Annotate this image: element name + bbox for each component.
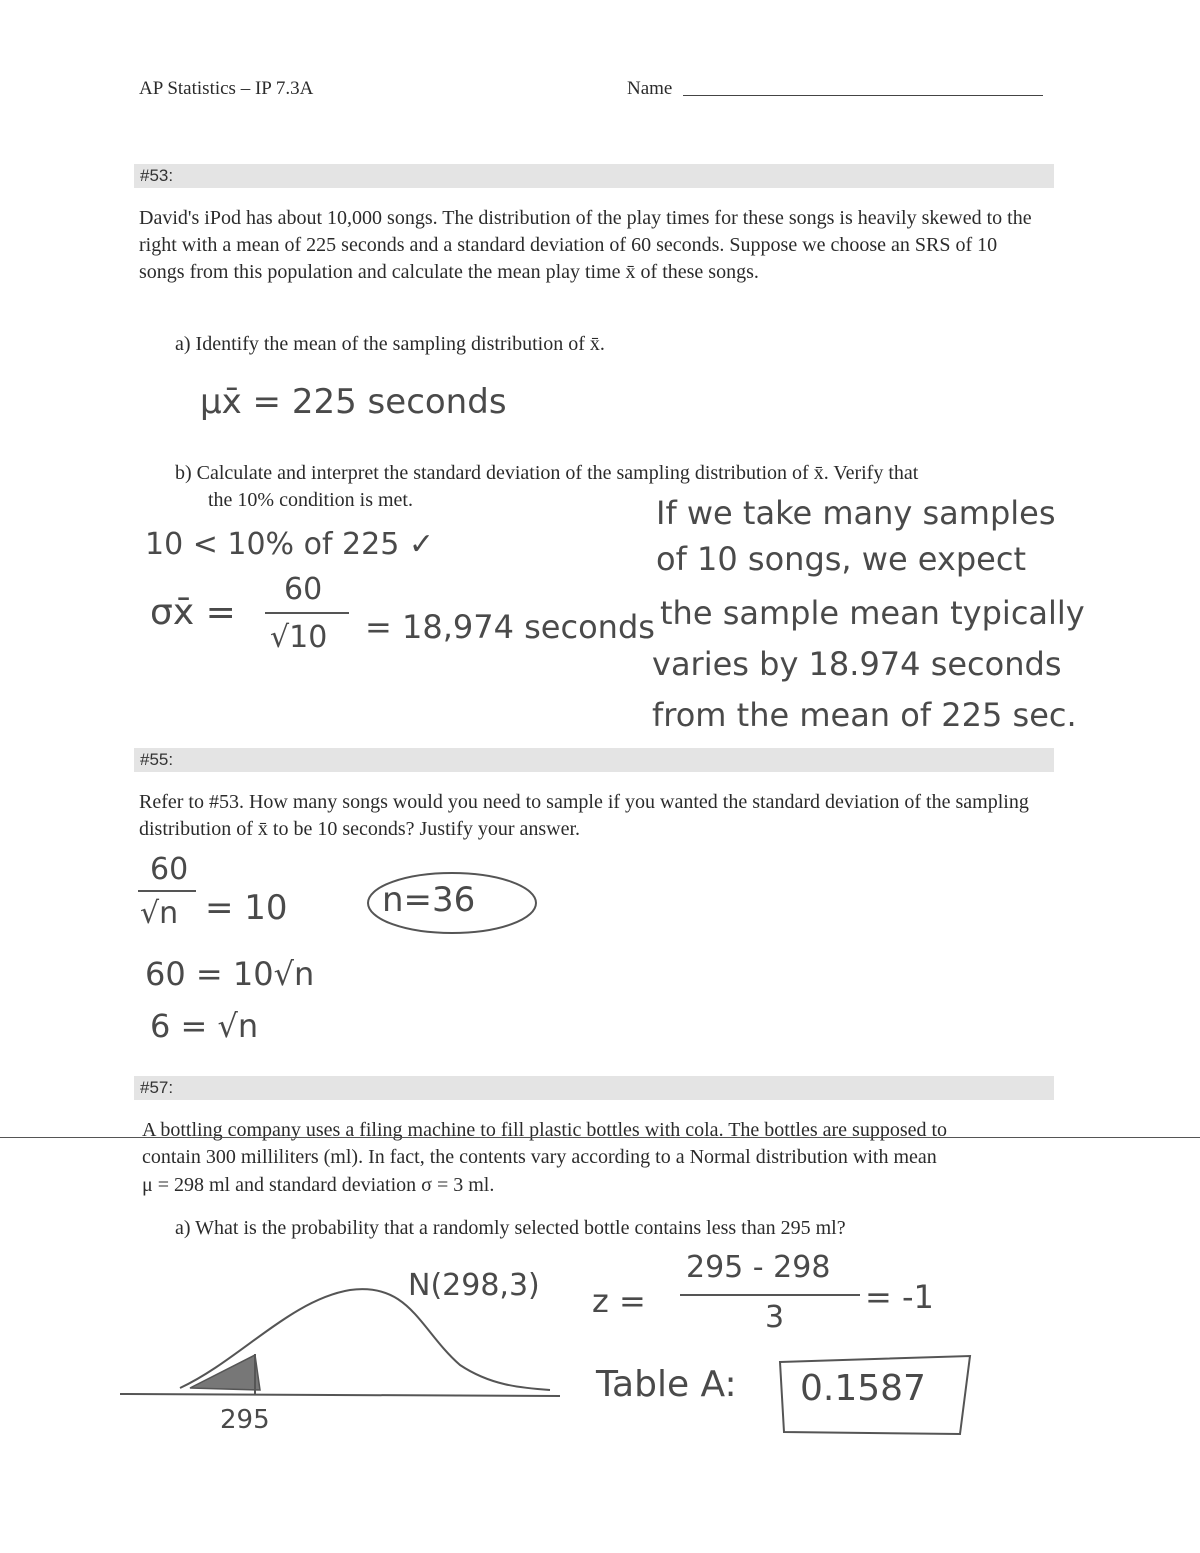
answer-57-z-denominator: 3 bbox=[765, 1300, 785, 1335]
name-line bbox=[683, 95, 1043, 96]
answer-53b-interp-5: from the mean of 225 sec. bbox=[652, 696, 1077, 734]
fraction-bar-57 bbox=[680, 1294, 860, 1296]
section-57-header bbox=[134, 1076, 1054, 1100]
answer-53b-result: = 18,974 seconds bbox=[365, 608, 655, 646]
problem-57a-text: a) What is the probability that a randomly selected bottle contains less than 295 ml? bbox=[175, 1217, 846, 1239]
problem-57-text-3: μ = 298 ml and standard deviation σ = 3 ml. bbox=[142, 1174, 495, 1196]
answer-57-z-result: = -1 bbox=[865, 1278, 934, 1316]
answer-53b-interp-3: the sample mean typically bbox=[660, 594, 1085, 632]
problem-55-text: Refer to #53. How many songs would you need to sample if you wanted the standard deviation of the sampling distribution of x̄ to be 10 seconds? Justify your answer. bbox=[139, 791, 1029, 840]
answer-53b-interp-1: If we take many samples bbox=[656, 494, 1056, 532]
problem-57-text-2: contain 300 milliliters (ml). In fact, the contents vary according to a Normal distribution with mean bbox=[142, 1146, 937, 1168]
answer-53b-sigma: σx̄ = bbox=[150, 592, 236, 633]
answer-53b-numerator: 60 bbox=[284, 572, 323, 607]
scan-artifact-line bbox=[0, 1137, 1200, 1138]
section-57-title: #57: bbox=[140, 1078, 174, 1097]
name-label: Name bbox=[627, 78, 673, 99]
problem-57-text-1: A bottling company uses a filing machine to fill plastic bottles with cola. The bottles are supposed to bbox=[142, 1119, 948, 1141]
answer-57-final: 0.1587 bbox=[800, 1368, 926, 1409]
answer-55-numerator: 60 bbox=[150, 852, 189, 887]
answer-55-step3: 6 = √n bbox=[150, 1007, 259, 1045]
fraction-bar-55 bbox=[138, 890, 196, 892]
problem-53b-text-2: the 10% condition is met. bbox=[208, 489, 413, 511]
answer-55-denominator: √n bbox=[140, 896, 179, 931]
course-title: AP Statistics – IP 7.3A bbox=[139, 78, 314, 99]
section-53-title: #53: bbox=[140, 166, 174, 185]
answer-57-z-label: z = bbox=[592, 1282, 646, 1320]
answer-55-step2: 60 = 10√n bbox=[145, 955, 315, 993]
fraction-bar bbox=[265, 612, 349, 614]
curve-axis-label: 295 bbox=[220, 1405, 270, 1435]
answer-57-distribution: N(298,3) bbox=[408, 1268, 540, 1303]
answer-55-final: n=36 bbox=[382, 880, 476, 920]
section-55-title: #55: bbox=[140, 750, 174, 769]
answer-55-equation-rhs: = 10 bbox=[205, 888, 288, 928]
answer-53b-interp-4: varies by 18.974 seconds bbox=[652, 645, 1062, 683]
problem-53-text: David's iPod has about 10,000 songs. The distribution of the play times for these songs is heavily skewed to the right with a mean of 225 seconds and a standard deviation of 60 seconds. Suppose we choose an SRS of 10 songs from this population and calculate the mean play time x̄ of these songs. bbox=[139, 207, 1032, 283]
section-55-header bbox=[134, 748, 1054, 772]
answer-57-table-label: Table A: bbox=[596, 1364, 737, 1405]
answer-53a-handwriting: μx̄ = 225 seconds bbox=[200, 382, 507, 422]
answer-57-z-numerator: 295 - 298 bbox=[686, 1250, 831, 1285]
problem-53b-text-1: b) Calculate and interpret the standard deviation of the sampling distribution of x̄. Verify that bbox=[175, 462, 919, 484]
answer-53b-denominator: √10 bbox=[270, 620, 328, 655]
answer-53b-condition: 10 < 10% of 225 ✓ bbox=[145, 527, 434, 562]
problem-53a-text: a) Identify the mean of the sampling distribution of x̄. bbox=[175, 333, 605, 355]
answer-53b-interp-2: of 10 songs, we expect bbox=[656, 540, 1026, 578]
section-53-header bbox=[134, 164, 1054, 188]
